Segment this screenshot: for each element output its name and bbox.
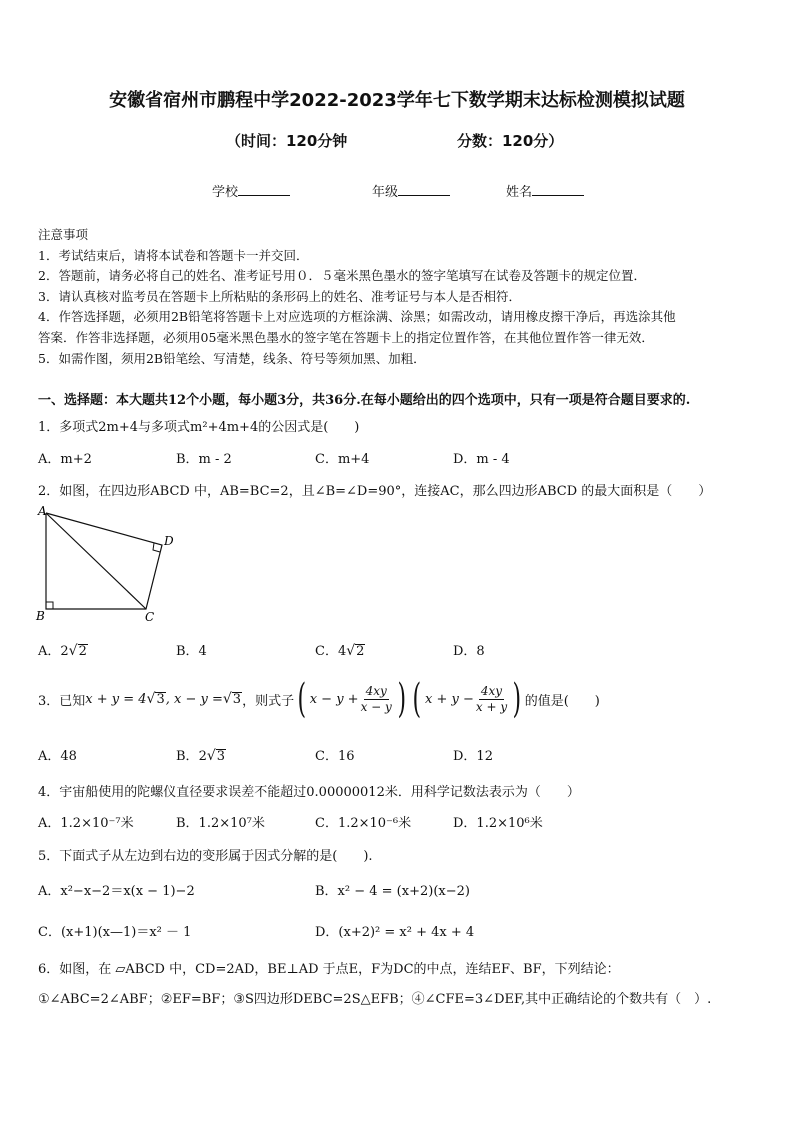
question-1-stem: 1．多项式2m+4与多项式m²+4m+4的公因式是( ) — [38, 420, 360, 435]
q1-option-b: B．m - 2 — [176, 452, 232, 467]
question-5-stem: 5．下面式子从左边到右边的变形属于因式分解的是( ). — [38, 849, 373, 864]
q3-option-c: C．16 — [315, 749, 355, 764]
q5-option-c: C．(x+1)(x—1)＝x² － 1 — [38, 925, 192, 940]
q1-option-a: A．m+2 — [38, 452, 92, 467]
q2-option-d: D．8 — [453, 644, 485, 659]
question-4-stem: 4．宇宙船使用的陀螺仪直径要求误差不能超过0.00000012米．用科学记数法表示为（ ） — [38, 785, 580, 800]
q1-option-d: D．m - 4 — [453, 452, 510, 467]
q2-option-a: A．2√2 — [38, 643, 87, 659]
note-item: 5．如需作图，须用2B铅笔绘、写清楚，线条、符号等须加黑、加粗． — [38, 351, 426, 366]
question-6-statements: ①∠ABC=2∠ABF；②EF=BF；③S四边形DEBC=2S△EFB；④∠CFE=3∠DEF,其中正确结论的个数共有（ ）. — [38, 992, 712, 1007]
q4-option-d: D．1.2×10⁶米 — [453, 816, 543, 831]
q2-option-c: C．4√2 — [315, 643, 365, 659]
q5-option-d: D．(x+2)² = x² + 4x + 4 — [315, 925, 475, 940]
section-heading: 一、选择题：本大题共12个小题，每小题3分，共36分.在每小题给出的四个选项中，只有一项是符合题目要求的. — [38, 393, 691, 408]
q5-option-a: A．x²−x−2＝x(x − 1)−2 — [38, 884, 195, 899]
grade-blank — [398, 184, 450, 196]
vertex-label-d: D — [164, 534, 174, 548]
exam-score: 分数：120分） — [457, 132, 564, 150]
note-item: 答案．作答非选择题，必须用05毫米黑色墨水的签字笔在答题卡上的指定位置作答，在其他位置作答一律无效． — [38, 330, 654, 345]
exam-time: （时间：120分钟 — [226, 132, 348, 150]
grade-field — [372, 181, 450, 200]
vertex-label-b: B — [36, 609, 45, 623]
q3-option-b: B．2√3 — [176, 748, 226, 764]
question-2-stem: 2．如图，在四边形ABCD 中，AB=BC=2，且∠B=∠D=90°，连接AC，那么四边形ABCD 的最大面积是（ ） — [38, 484, 712, 499]
q4-option-c: C．1.2×10⁻⁶米 — [315, 816, 412, 831]
quadrilateral-figure — [34, 503, 174, 627]
name-label: 姓名 — [506, 185, 533, 200]
note-item: 2．答题前，请务必将自己的姓名、准考证号用０．５毫米黑色墨水的签字笔填写在试卷及答题卡的规定位置． — [38, 268, 646, 283]
question-6-stem: 6．如图，在 ▱ABCD 中，CD=2AD，BE⊥AD 于点E，F为DC的中点，连结EF、BF，下列结论： — [38, 962, 620, 977]
notes-heading: 注意事项 — [38, 227, 89, 242]
name-field — [506, 181, 584, 200]
school-label: 学校 — [212, 185, 239, 200]
q2-option-b: B．4 — [176, 644, 207, 659]
q4-option-a: A．1.2×10⁻⁷米 — [38, 816, 134, 831]
question-3-stem: 3．已知 x + y = 4 √ 3 , x − y = √ 3 ，则式子 ( x − y + $\frac{4xy}{x - y}$ ) ( x + y − $\frac{4xy}{x + y}$ ) 的值是( ) — [38, 676, 600, 722]
note-item: 1．考试结束后，请将本试卷和答题卡一并交回． — [38, 248, 309, 263]
grade-label: 年级 — [372, 185, 399, 200]
note-item: 3．请认真核对监考员在答题卡上所粘贴的条形码上的姓名、准考证号与本人是否相符． — [38, 289, 521, 304]
vertex-label-c: C — [145, 610, 155, 624]
q3-option-d: D．12 — [453, 749, 493, 764]
page-title: 安徽省宿州市鹏程中学2022-2023学年七下数学期末达标检测模拟试题 — [109, 90, 685, 111]
name-blank — [532, 184, 584, 196]
q4-option-b: B．1.2×10⁷米 — [176, 816, 265, 831]
note-item: 4．作答选择题，必须用2B铅笔将答题卡上对应选项的方框涂满、涂黑；如需改动，请用橡皮擦干净后，再选涂其他 — [38, 309, 676, 324]
q5-option-b: B．x² − 4 = (x+2)(x−2) — [315, 884, 470, 899]
school-field — [212, 181, 290, 200]
q1-option-c: C．m+4 — [315, 452, 370, 467]
school-blank — [238, 184, 290, 196]
vertex-label-a: A — [38, 504, 47, 518]
q3-option-a: A．48 — [38, 749, 77, 764]
